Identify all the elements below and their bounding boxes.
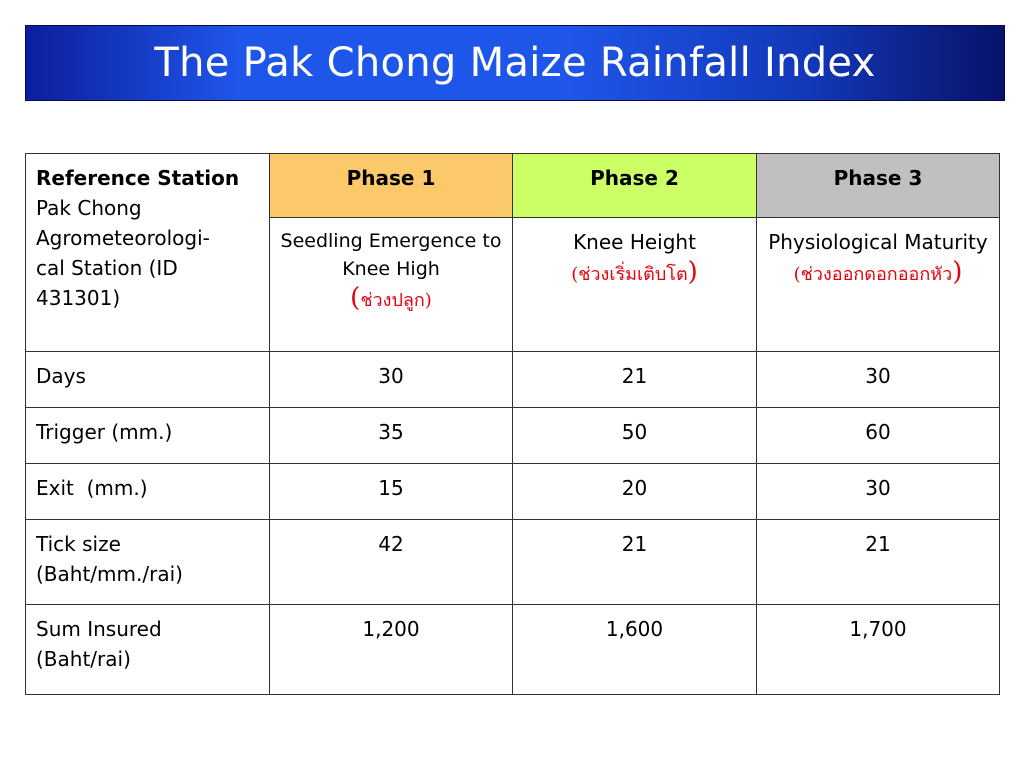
phase-3-thai: (ช่วงออกดอกออกหัว) (793, 257, 963, 287)
reference-station-cell (26, 154, 270, 352)
row-label: Tick size (Baht/mm./rai) (26, 520, 270, 605)
row-label: Days (26, 352, 270, 408)
table-row (26, 408, 1000, 464)
station-line: Pak Chong (36, 196, 142, 220)
station-line: Agrometeorologi- (36, 226, 210, 250)
table-row (26, 352, 1000, 408)
station-line: cal Station (ID (36, 256, 178, 280)
phase-3-stage-cell (757, 218, 1000, 352)
phase-2-stage: Knee Height (573, 230, 696, 254)
table-cell: 60 (757, 408, 1000, 464)
table-cell: 30 (757, 464, 1000, 520)
phase-2-stage-cell (513, 218, 757, 352)
station-line: 431301) (36, 286, 121, 310)
reference-heading: Reference Station (36, 166, 240, 190)
phase-1-thai: (ช่วงปลูก) (350, 283, 432, 313)
title-bar (25, 25, 1005, 101)
phase-1-stage: Seedling Emergence to Knee High (280, 230, 502, 280)
table-cell: 30 (757, 352, 1000, 408)
table-cell: 21 (513, 520, 757, 605)
phase-1-stage-cell (270, 218, 513, 352)
phase-2-thai: (ช่วงเริ่มเติบโต) (571, 257, 698, 287)
phase-2-header: Phase 2 (513, 154, 757, 218)
table-cell: 1,200 (270, 605, 513, 695)
table-cell: 21 (513, 352, 757, 408)
phase-header-row (26, 154, 1000, 218)
table-cell: 21 (757, 520, 1000, 605)
table-cell: 1,600 (513, 605, 757, 695)
table-cell: 15 (270, 464, 513, 520)
table-cell: 20 (513, 464, 757, 520)
table-row (26, 464, 1000, 520)
table-cell: 35 (270, 408, 513, 464)
table-cell: 42 (270, 520, 513, 605)
page-title: The Pak Chong Maize Rainfall Index (154, 40, 876, 86)
phase-3-header: Phase 3 (757, 154, 1000, 218)
phase-3-stage: Physiological Maturity (768, 230, 988, 254)
table-row (26, 520, 1000, 605)
table-cell: 30 (270, 352, 513, 408)
rainfall-index-table (25, 153, 1000, 695)
phase-1-header: Phase 1 (270, 154, 513, 218)
row-label: Sum Insured (Baht/rai) (26, 605, 270, 695)
row-label: Trigger (mm.) (26, 408, 270, 464)
table-cell: 1,700 (757, 605, 1000, 695)
table-cell: 50 (513, 408, 757, 464)
row-label: Exit (mm.) (26, 464, 270, 520)
table-row (26, 605, 1000, 695)
